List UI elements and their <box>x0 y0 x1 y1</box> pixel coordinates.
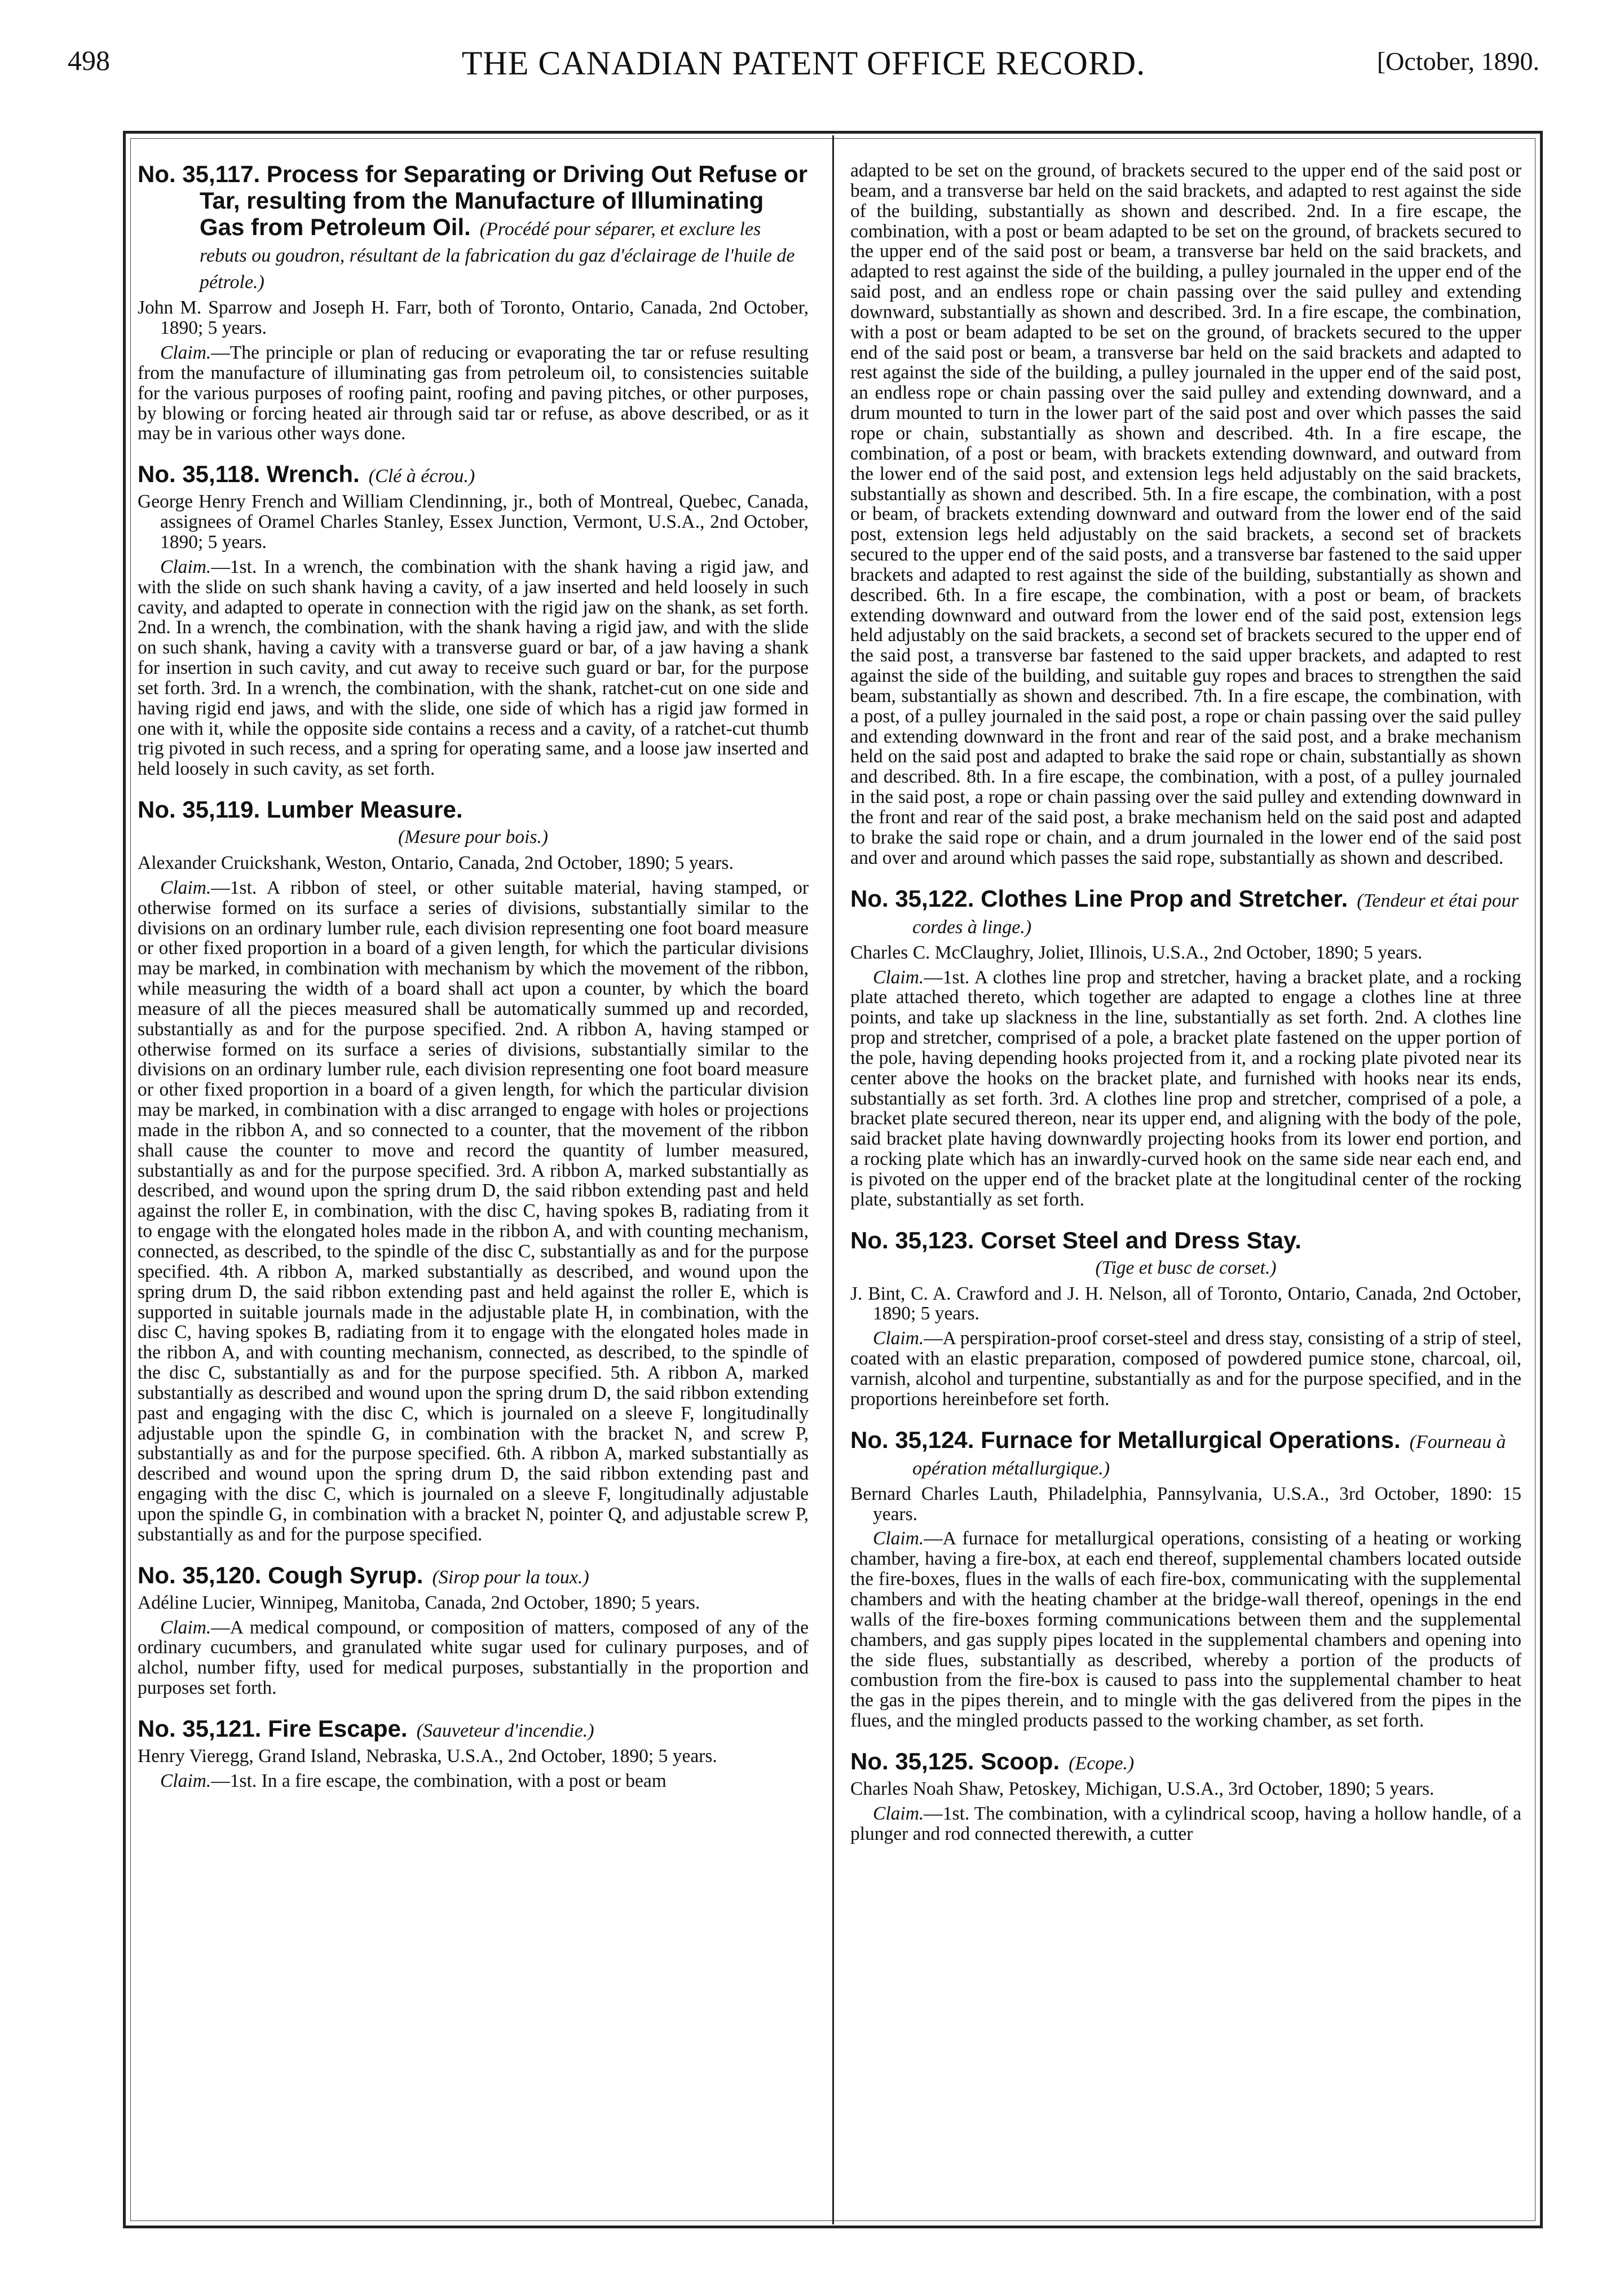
patent-heading: No. 35,125. Scoop. (Ecope.) <box>850 1747 1135 1774</box>
column-divider <box>832 135 834 2224</box>
french-title: (Tendeur et étai pour cordes à linge.) <box>912 890 1519 938</box>
patent-byline: Bernard Charles Lauth, Philadelphia, Pannsylvania, U.S.A., 3rd October, 1890: 15 years. <box>850 1483 1521 1525</box>
patent-entry-35125 <box>850 1748 1521 1844</box>
patent-heading: No. 35,122. Clothes Line Prop and Stretcher. (Tendeur et étai pour cordes à linge.) <box>850 885 1519 938</box>
french-title: (Sauveteur d'incendie.) <box>416 1720 594 1741</box>
patent-heading: No. 35,121. Fire Escape. (Sauveteur d'incendie.) <box>138 1715 594 1742</box>
patent-claim: Claim.—The principle or plan of reducing or evaporating the tar or refuse resulting from the manufacture of illuminating gas from petroleum oil, to consistencies suitable for the various purposes of roofing paint, roofing and paving pitches, or other purposes, by blowing or forcing heated air through said tar or refuse, as above described, or as it may be in various other ways done. <box>138 342 809 444</box>
patent-entry-35121 <box>138 1715 809 1791</box>
patent-heading: No. 35,124. Furnace for Metallurgical Operations. (Fourneau à opération métallurgique.) <box>850 1426 1506 1479</box>
patent-heading: No. 35,117. Process for Separating or Driving Out Refuse or Tar, resulting from the Manufacture of Illuminating Gas from Petroleum Oil. (Procédé pour séparer, et exclure les rebuts ou goudron, résultant de la fabrication du gaz d'éclairage de l'huile de pétrole.) <box>138 161 808 293</box>
french-title: (Tige et busc de corset.) <box>1095 1257 1277 1278</box>
patent-claim: Claim.—1st. In a fire escape, the combination, with a post or beam <box>160 1770 667 1791</box>
french-title: (Mesure pour bois.) <box>398 827 548 848</box>
page-header <box>68 44 1539 89</box>
french-title: (Clé à écrou.) <box>368 466 475 487</box>
french-title: (Fourneau à opération métallurgique.) <box>912 1431 1506 1479</box>
fire-escape-claim-continuation: adapted to be set on the ground, of brackets secured to the upper end of the said post or beam, and a transverse bar held on the said brackets, and adapted to rest against the side of the building, substantially as shown and described. 2nd. In a fire escape, the combination, with a post or beam adapted to be set on the ground, of brackets secured to the upper end of the said post or beam, a transverse bar held on the said brackets, and adapted to rest against the side of the building, a pulley journaled in the upper end of the said post, and an endless rope or chain passing over the said pulley and extending downward, substantially as shown and described. 3rd. In a fire escape, the combination, with a post or beam adapted to be set on the ground, of brackets secured to the upper end of the said post or beam, a transverse bar held on the said brackets and adapted to rest against the side of the building, a pulley journaled in the upper end of the said post, an endless rope or chain passing over the said pulley and extending downward, and a drum mounted to turn in the lower part of the said post and over which passes the said rope or chain, substantially as shown and described. 4th. In a fire escape, the combination, of a post or beam, with brackets extending downward, and outward from the lower end of the said post, and extension legs held adjustably on the said brackets, substantially as shown and described. 5th. In a fire escape, the combination, with a post or beam, of brackets extending downward and outward from the lower end of the said post, extension legs held adjustably on the said brackets, a second set of brackets secured to the upper end of the said posts, and a transverse bar fastened to the said upper brackets and adapted to rest against the side of the building, substantially as shown and described. 6th. In a fire escape, the combination, with a post or beam, of brackets extending downward and outward from the lower end of the said post, extension legs held adjustably on the said brackets, a second set of brackets secured to the upper end of the said post, a transverse bar fastened to the said upper brackets, and adapted to rest against the side of the building, and suitable guy ropes and braces to strengthen the said beam, substantially as shown and described. 7th. In a fire escape, the combination, with a post, of a pulley journaled in the said post, a rope or chain passing over the said pulley and extending downward in the front and rear of the said post, and a brake mechanism held on the said post and adapted to brake the said rope or chain, substantially as shown and described. 8th. In a fire escape, the combination, with a post, of a pulley journaled in the said post, a rope or chain passing over the said pulley and extending downward in the front and rear of the said post, a brake mechanism held on the said post and adapted to brake the said rope or chain, and a drum journaled in the lower end of the said post and over and around which passes the said rope, substantially as shown and described. <box>850 161 1521 868</box>
patent-entry-35120 <box>138 1562 809 1698</box>
patent-entry-35124 <box>850 1427 1521 1731</box>
left-column <box>138 161 809 2213</box>
french-title: (Procédé pour séparer, et exclure les rebuts ou goudron, résultant de la fabrication du gaz d'éclairage de l'huile de pétrole.) <box>200 219 795 293</box>
patent-byline: Adéline Lucier, Winnipeg, Manitoba, Canada, 2nd October, 1890; 5 years. <box>138 1592 700 1613</box>
page-number: 498 <box>68 45 110 76</box>
patent-claim: Claim.—1st. The combination, with a cylindrical scoop, having a hollow handle, of a plunger and rod connected therewith, a cutter <box>850 1803 1521 1844</box>
patent-byline: George Henry French and William Clendinning, jr., both of Montreal, Quebec, Canada, assignees of Oramel Charles Stanley, Essex Junction, Vermont, U.S.A., 2nd October, 1890; 5 years. <box>138 491 809 553</box>
patent-heading: No. 35,120. Cough Syrup. (Sirop pour la toux.) <box>138 1561 589 1588</box>
publication-title: THE CANADIAN PATENT OFFICE RECORD. <box>461 45 1146 82</box>
french-title: (Ecope.) <box>1069 1752 1135 1774</box>
patent-entry-35123 <box>850 1227 1521 1410</box>
patent-byline: Charles C. McClaughry, Joliet, Illinois, U.S.A., 2nd October, 1890; 5 years. <box>850 942 1423 963</box>
patent-claim: Claim.—A medical compound, or composition of matters, composed of any of the ordinary cucumbers, and granulated white sugar used for culinary purposes, and of alchol, number fifty, used for medical purposes, substantially in the proportion and purposes set forth. <box>138 1617 809 1699</box>
issue-date: [October, 1890. <box>1376 47 1539 76</box>
patent-claim: Claim.—1st. In a wrench, the combination with the shank having a rigid jaw, and with the slide on such shank having a cavity, of a jaw inserted and held loosely in such cavity, and adapted to operate in connection with the rigid jaw on the shank, as set forth. 2nd. In a wrench, the combination, with the shank having a rigid jaw, and with the slide on such shank, having a cavity with a transverse guard or bar, of a jaw having a shank for insertion in such cavity, and cut away to receive such guard or bar, for the purpose set forth. 3rd. In a wrench, the combination, with the shank, ratchet-cut on one side and having rigid end jaws, and with the slide, one side of which has a rigid jaw formed in one with it, while the opposite side contains a recess and a cavity, of a ratchet-cut thumb trig pivoted in such recess, and a spring for operating same, and a loose jaw inserted and held loosely in such cavity, as set forth. <box>138 556 809 780</box>
patent-byline: Alexander Cruickshank, Weston, Ontario, Canada, 2nd October, 1890; 5 years. <box>138 852 734 873</box>
patent-heading: No. 35,118. Wrench. (Clé à écrou.) <box>138 461 475 488</box>
right-column <box>850 161 1521 2213</box>
patent-heading: No. 35,123. Corset Steel and Dress Stay. <box>850 1226 1301 1253</box>
patent-claim: Claim.—1st. A ribbon of steel, or other suitable material, having stamped, or otherwise formed on its surface a series of divisions, substantially similar to the divisions on an ordinary lumber rule, each division representing one foot board measure or other fixed proportion in a board of a given length, for which the particular divisions may be marked, in combination with mechanism by which the movement of the ribbon, while measuring the width of a board shall act upon a counter, by which the board measure of all the pieces measured shall be automatically summed up and recorded, substantially as and for the purpose specified. 2nd. A ribbon A, having stamped or otherwise formed on its surface a series of divisions, substantially similar to the divisions on an ordinary lumber rule, each division representing one foot board measure or other fixed proportion in a board of a given length, for which the particular division may be marked, in combination with a disc arranged to engage with holes or projections made in the ribbon A, and so connected to a counter, that the movement of the ribbon shall cause the counter to move and record the quantity of lumber measured, substantially as and for the purpose specified. 3rd. A ribbon A, marked substantially as described, and wound upon the spring drum D, the said ribbon extending past and held against the roller E, in combination, with the disc C, having spokes B, radiating from it to engage with the elongated holes made in the ribbon A, and with counting mechanism, connected, as described, to the spindle of the disc C, substantially as and for the purpose specified. 4th. A ribbon A, marked substantially as described, and wound upon the spring drum D, the said ribbon extending past and held against the roller E, which is supported in suitable journals made in the adjustable plate H, in combination, with the disc C, having spokes B, radiating from it to engage with the elongated holes made in the ribbon A, and with counting mechanism, connected, as described, to the spindle of the disc C, substantially as and for the purpose specified. 5th. A ribbon A, marked substantially as described and wound upon the spring drum D, the said ribbon extending past and engaging with the disc C, which is journaled on a sleeve F, longitudinally adjustable upon the spindle G, in combination with the bracket N, and screw P, substantially as and for the purpose specified. 6th. A ribbon A, marked substantially as described and wound upon the spring drum D, the said ribbon extending past and engaging with the disc C, which is journaled on a sleeve F, longitudinally adjustable upon the spindle G, in combination with a bracket N, pointer Q, and adjustable screw P, substantially as and for the purpose specified. <box>138 877 809 1545</box>
patent-claim: Claim.—1st. A clothes line prop and stretcher, having a bracket plate, and a rocking plate attached thereto, which together are adapted to engage a clothes line at three points, and take up slackness in the line, substantially as set forth. 2nd. A clothes line prop and stretcher, comprised of a pole, a bracket plate fastened on the upper portion of the pole, having depending hooks projected from it, and a rocking plate pivoted near its center above the hooks on the bracket plate, and furnished with hooks near its ends, substantially as set forth. 3rd. A clothes line prop and stretcher, comprised of a pole, a bracket plate secured thereon, near its upper end, and aligning with the body of the pole, said bracket plate having downwardly projecting hooks from its lower end portion, and a rocking plate which has an inwardly-curved hook on the same side near each end, and is pivoted on the upper end of the bracket plate at the longitudinal center of the rocking plate, substantially as set forth. <box>850 966 1521 1210</box>
french-title: (Sirop pour la toux.) <box>432 1566 589 1588</box>
patent-entry-35117 <box>138 161 809 444</box>
patent-byline: J. Bint, C. A. Crawford and J. H. Nelson, all of Toronto, Ontario, Canada, 2nd October, 1890; 5 years. <box>850 1283 1521 1324</box>
patent-entry-35119 <box>138 796 809 1545</box>
patent-claim: Claim.—A furnace for metallurgical operations, consisting of a heating or working chamber, having a fire-box, at each end thereof, supplemental chambers located outside the fire-boxes, flues in the walls of each fire-box, communicating with the supplemental chambers and with the heating chamber at the bridge-wall thereof, openings in the end walls of the fire-boxes forming communications between them and the supplemental chambers, and gas supply pipes located in the supplemental chambers and opening into the side flues, substantially as described, whereby a portion of the products of combustion from the fire-box is caused to pass into the supplemental chamber to heat the gas in the pipes therein, and to mingle with the gas delivered from the pipes in the flues, and the mingled products passed to the working chamber, as set forth. <box>850 1528 1521 1732</box>
patent-byline: John M. Sparrow and Joseph H. Farr, both of Toronto, Ontario, Canada, 2nd October, 1890; 5 years. <box>138 297 809 339</box>
patent-byline: Henry Vieregg, Grand Island, Nebraska, U.S.A., 2nd October, 1890; 5 years. <box>138 1746 717 1767</box>
patent-claim: Claim.—A perspiration-proof corset-steel and dress stay, consisting of a strip of steel, coated with an elastic preparation, composed of powdered pumice stone, charcoal, oil, varnish, alcohol and turpentine, substantially as and for the purpose specified, and in the proportions hereinbefore set forth. <box>850 1328 1521 1410</box>
patent-entry-35118 <box>138 461 809 779</box>
patent-entry-35122 <box>850 885 1521 1210</box>
patent-byline: Charles Noah Shaw, Petoskey, Michigan, U.S.A., 3rd October, 1890; 5 years. <box>850 1778 1435 1799</box>
patent-heading: No. 35,119. Lumber Measure. <box>138 796 463 823</box>
